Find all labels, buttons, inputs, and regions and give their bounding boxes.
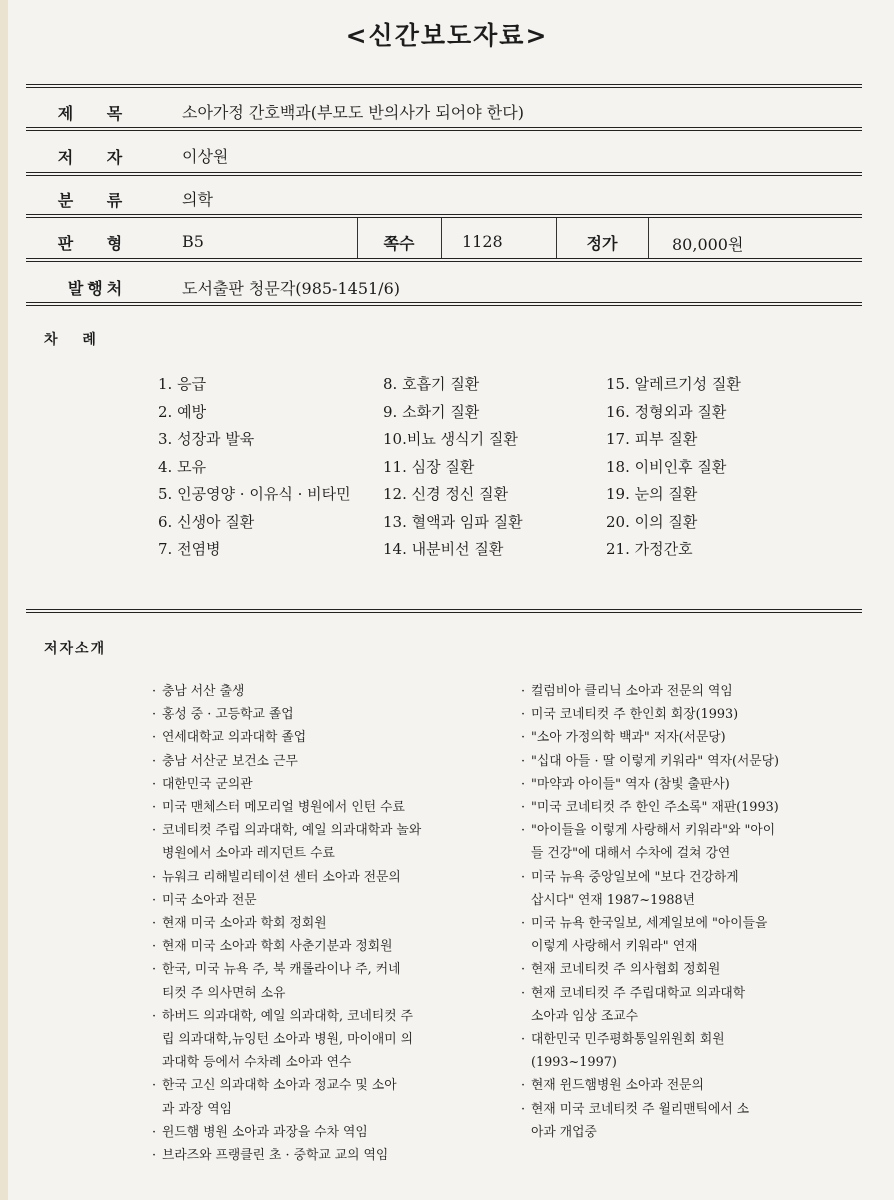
bio-item: · 미국 뉴욕 중앙일보에 "보다 건강하게 삽시다" 연재 1987~1988년: [521, 869, 739, 908]
section-divider: [26, 609, 862, 613]
bio-item: · 홍성 중 · 고등학교 졸업: [152, 707, 294, 723]
toc-item: 7. 전염병: [158, 540, 221, 558]
bio-item: · 한국 고신 의과대학 소아과 정교수 및 소아과 과장 역임: [152, 1078, 397, 1117]
table-rule: [26, 258, 862, 262]
toc-item: 16. 정형외과 질환: [606, 402, 727, 421]
toc-item: 19. 눈의 질환: [606, 485, 698, 503]
author-bio-left: [152, 680, 430, 1167]
price-value: 80,000원: [672, 235, 744, 254]
page-edge: [0, 0, 8, 1200]
toc-item: 3. 성장과 발육: [158, 430, 255, 448]
toc-column-1: [158, 373, 351, 566]
bio-item: · 코네티컷 주립 의과대학, 예일 의과대학과 놀와 병원에서 소아과 레지던트 수료: [152, 823, 422, 862]
toc-item: 11. 심장 질환: [383, 457, 475, 476]
bio-item: · 뉴워크 리해빌리테이션 센터 소아과 전문의: [152, 869, 401, 885]
format-label: 판 형: [57, 234, 137, 253]
bio-item: · 충남 서산군 보건소 근무: [152, 753, 298, 769]
bio-item: · 한국, 미국 뉴욕 주, 북 캐롤라이나 주, 커네티컷 주 의사면허 소유: [152, 962, 401, 1001]
bio-item: · "마약과 아이들" 역자 (참빛 출판사): [521, 776, 730, 792]
table-rule: [26, 214, 862, 218]
bio-item: · 브라즈와 프랭클린 초 · 중학교 교의 역임: [152, 1148, 389, 1164]
title-label: 제 목: [57, 104, 137, 123]
category-label: 분 류: [57, 191, 137, 210]
toc-item: 13. 혈액과 임파 질환: [383, 512, 523, 531]
price-label: 정가: [586, 234, 618, 253]
bio-item: · "소아 가정의학 백과" 저자(서문당): [521, 730, 726, 746]
bio-item: · "미국 코네티컷 주 한인 주소록" 재판(1993): [521, 800, 779, 816]
pages-label: 쪽수: [383, 234, 415, 253]
bio-item: · 현재 윈드햄병원 소아과 전문의: [521, 1078, 704, 1094]
bio-item: · 대한민국 군의관: [152, 776, 253, 792]
format-value: B5: [182, 232, 204, 251]
page-title: <신간보도자료>: [345, 21, 549, 50]
toc-item: 2. 예방: [158, 402, 207, 421]
cell-divider: [441, 218, 442, 258]
bio-item: · 미국 소아과 전문: [152, 892, 257, 908]
author-bio-right: [521, 680, 781, 1144]
author-label: 저 자: [57, 148, 137, 167]
bio-item: · 미국 맨체스터 메모리얼 병원에서 인턴 수료: [152, 800, 405, 816]
table-top-rule: [26, 84, 862, 88]
bio-item: · 미국 코네티컷 주 한인회 회장(1993): [521, 707, 739, 723]
bio-item: · 대한민국 민주평화통일위원회 회원(1993~1997): [521, 1032, 725, 1071]
toc-item: 6. 신생아 질환: [158, 512, 255, 531]
toc-item: 9. 소화기 질환: [383, 402, 480, 421]
publisher-label: 발행처: [67, 279, 127, 298]
bio-item: · 현재 코네티컷 주 주립대학교 의과대학 소아과 임상 조교수: [521, 985, 746, 1024]
toc-item: 12. 신경 정신 질환: [383, 485, 509, 503]
toc-column-3: [606, 373, 741, 566]
toc-item: 17. 피부 질환: [606, 430, 698, 448]
bio-item: · 하버드 의과대학, 예일 의과대학, 코네티컷 주립 의과대학,뉴잉턴 소아과 병원, 마이애미 의과대학 등에서 수차례 소아과 연수: [152, 1008, 413, 1071]
bio-item: · 현재 미국 코네티컷 주 윌리맨틱에서 소아과 개업중: [521, 1101, 750, 1140]
toc-item: 20. 이의 질환: [606, 512, 698, 531]
table-rule: [26, 172, 862, 176]
bio-item: · 현재 코네티컷 주 의사협회 정회원: [521, 962, 721, 978]
toc-item: 4. 모유: [158, 457, 207, 476]
toc-item: 15. 알레르기성 질환: [606, 375, 741, 393]
bio-item: · 미국 뉴욕 한국일보, 세계일보에 "아이들을 이렇게 사랑해서 키워라" 연재: [521, 916, 768, 955]
bio-item: · 현재 미국 소아과 학회 정회원: [152, 916, 327, 932]
toc-item: 8. 호흡기 질환: [383, 375, 480, 393]
toc-item: 5. 인공영양 · 이유식 · 비타민: [158, 485, 351, 503]
toc-item: 14. 내분비선 질환: [383, 540, 504, 558]
bio-item: · "십대 아들 · 딸 이렇게 키워라" 역자(서문당): [521, 753, 780, 769]
table-rule: [26, 127, 862, 131]
toc-column-2: [383, 373, 523, 566]
bio-item: · 컬럼비아 클리닉 소아과 전문의 역임: [521, 684, 733, 699]
bio-item: · 연세대학교 의과대학 졸업: [152, 730, 307, 746]
bio-item: · 충남 서산 출생: [152, 684, 245, 699]
author-intro-heading: 저자소개: [44, 641, 107, 657]
bio-item: · 현재 미국 소아과 학회 사춘기분과 정회원: [152, 939, 393, 955]
pages-value: 1128: [462, 232, 503, 251]
bio-item: · "아이들을 이렇게 사랑해서 키워라"와 "아이들 건강"에 대해서 수차에 걸쳐 강연: [521, 823, 776, 862]
publisher-value: 도서출판 청문각(985-1451/6): [182, 279, 400, 298]
title-value: 소아가정 간호백과(부모도 반의사가 되어야 한다): [182, 103, 524, 122]
toc-heading: 차 례: [44, 332, 106, 348]
table-bottom-rule: [26, 302, 862, 306]
author-value: 이상원: [182, 147, 229, 166]
toc-item: 1. 응급: [158, 375, 207, 393]
toc-item: 21. 가정간호: [606, 540, 693, 558]
toc-item: 18. 이비인후 질환: [606, 457, 727, 476]
category-value: 의학: [182, 190, 213, 209]
cell-divider: [648, 218, 649, 258]
bio-item: · 윈드햄 병원 소아과 과장을 수차 역임: [152, 1124, 368, 1140]
toc-item: 10.비뇨 생식기 질환: [383, 430, 518, 448]
